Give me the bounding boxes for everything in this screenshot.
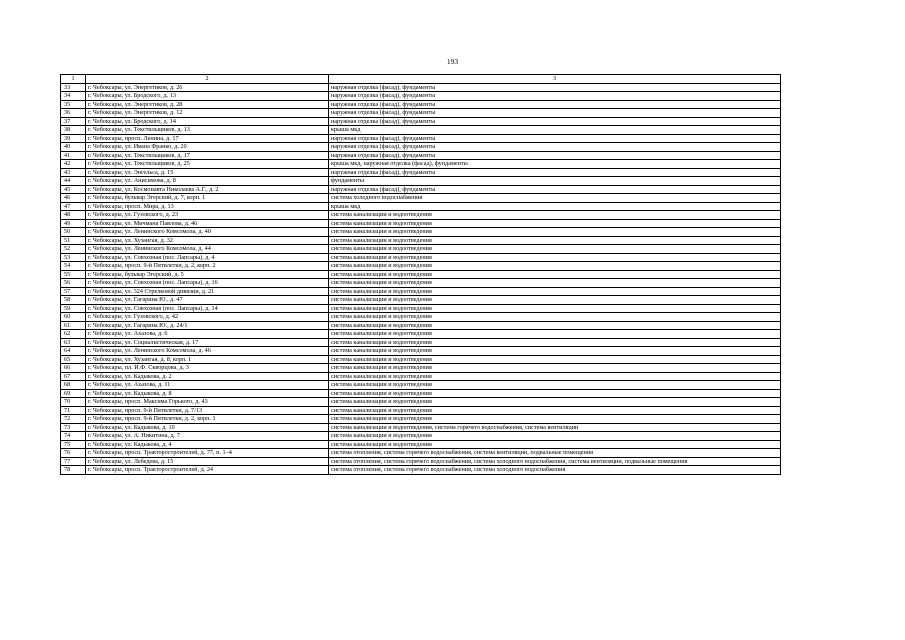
- table-row: [61, 236, 781, 245]
- row-address-cell: г. Чебоксары, ул. Энергетиков, д. 26: [86, 83, 329, 92]
- row-number-cell: 69: [61, 389, 86, 398]
- row-works-cell: система канализации и водоотведения: [329, 270, 781, 279]
- row-works-cell: система канализации и водоотведения: [329, 245, 781, 254]
- row-works-cell: система канализации и водоотведения: [329, 219, 781, 228]
- page-number: 193: [446, 57, 459, 66]
- row-number-cell: 74: [61, 432, 86, 441]
- table-row: [61, 177, 781, 186]
- row-number-cell: 48: [61, 211, 86, 220]
- row-number-cell: 77: [61, 457, 86, 466]
- table-row: [61, 194, 781, 203]
- row-number-cell: 61: [61, 321, 86, 330]
- row-works-cell: наружная отделка (фасад), фундаменты: [329, 109, 781, 118]
- row-number-cell: 33: [61, 83, 86, 92]
- row-number-cell: 38: [61, 126, 86, 135]
- row-address-cell: г. Чебоксары, ул. Текстильщиков, д. 25: [86, 160, 329, 169]
- row-number-cell: 71: [61, 406, 86, 415]
- row-number-cell: 42: [61, 160, 86, 169]
- table-row: [61, 364, 781, 373]
- row-number-cell: 75: [61, 440, 86, 449]
- row-address-cell: г. Чебоксары, ул. Гагарина Ю., д. 47: [86, 296, 329, 305]
- table-row: [61, 92, 781, 101]
- row-number-cell: 44: [61, 177, 86, 186]
- row-number-cell: 66: [61, 364, 86, 373]
- table-row: [61, 398, 781, 407]
- table-row: [61, 304, 781, 313]
- row-number-cell: 37: [61, 117, 86, 126]
- row-works-cell: система холодного водоснабжения: [329, 194, 781, 203]
- row-address-cell: г. Чебоксары, ул. Лебедева, д. 15: [86, 457, 329, 466]
- row-number-cell: 34: [61, 92, 86, 101]
- row-address-cell: г. Чебоксары, ул. Анисимова, д. 8: [86, 177, 329, 186]
- row-address-cell: г. Чебоксары, ул. Бродского, д. 14: [86, 117, 329, 126]
- row-number-cell: 70: [61, 398, 86, 407]
- table-row: [61, 100, 781, 109]
- table-row: [61, 338, 781, 347]
- row-address-cell: г. Чебоксары, ул. Кадыкова, д. 4: [86, 440, 329, 449]
- row-works-cell: наружная отделка (фасад), фундаменты: [329, 143, 781, 152]
- table-row: [61, 355, 781, 364]
- row-address-cell: г. Чебоксары, ул. Хузангая, д. 32: [86, 236, 329, 245]
- table-row: [61, 406, 781, 415]
- row-address-cell: г. Чебоксары, ул. Ленинского Комсомола, д. 46: [86, 347, 329, 356]
- row-works-cell: наружная отделка (фасад), фундаменты: [329, 168, 781, 177]
- row-works-cell: система канализации и водоотведения: [329, 440, 781, 449]
- row-address-cell: г. Чебоксары, ул. Ивана Франко, д. 20: [86, 143, 329, 152]
- table-row: [61, 449, 781, 458]
- row-works-cell: система канализации и водоотведения: [329, 253, 781, 262]
- row-works-cell: наружная отделка (фасад), фундаменты: [329, 117, 781, 126]
- table-row: [61, 262, 781, 271]
- row-works-cell: система канализации и водоотведения, система горячего водоснабжения, система вентиляции: [329, 423, 781, 432]
- register-table: [60, 74, 781, 475]
- row-address-cell: г. Чебоксары, просп. Тракторостроителей, д. 77, п. 1–4: [86, 449, 329, 458]
- row-number-cell: 58: [61, 296, 86, 305]
- row-number-cell: 40: [61, 143, 86, 152]
- table-row: [61, 134, 781, 143]
- table-row: [61, 109, 781, 118]
- row-number-cell: 43: [61, 168, 86, 177]
- table-row: [61, 168, 781, 177]
- row-address-cell: г. Чебоксары, ул. Кадыкова, д. 2: [86, 372, 329, 381]
- row-works-cell: система канализации и водоотведения: [329, 296, 781, 305]
- row-works-cell: система канализации и водоотведения: [329, 287, 781, 296]
- table-row: [61, 389, 781, 398]
- row-works-cell: система канализации и водоотведения: [329, 372, 781, 381]
- row-address-cell: г. Чебоксары, ул. Текстильщиков, д. 13: [86, 126, 329, 135]
- table-row: [61, 253, 781, 262]
- row-works-cell: фундаменты: [329, 177, 781, 186]
- row-works-cell: система отопления, система горячего водоснабжения, система холодного водоснабжения, система вентиляции, подвальные помещения: [329, 457, 781, 466]
- table-row: [61, 466, 781, 475]
- row-address-cell: г. Чебоксары, ул. Ахазова, д. 6: [86, 330, 329, 339]
- row-address-cell: г. Чебоксары, ул. Гагарина Ю., д. 24/1: [86, 321, 329, 330]
- row-number-cell: 64: [61, 347, 86, 356]
- table-row: [61, 330, 781, 339]
- row-works-cell: система канализации и водоотведения: [329, 347, 781, 356]
- row-address-cell: г. Чебоксары, ул. Ленинского Комсомола, д. 44: [86, 245, 329, 254]
- row-address-cell: г. Чебоксары, бульвар Эгерский, д. 7, корп. 1: [86, 194, 329, 203]
- row-works-cell: система канализации и водоотведения: [329, 364, 781, 373]
- row-works-cell: система канализации и водоотведения: [329, 321, 781, 330]
- row-address-cell: г. Чебоксары, ул. Ахазова, д. 11: [86, 381, 329, 390]
- row-works-cell: наружная отделка (фасад), фундаменты: [329, 185, 781, 194]
- table-row: [61, 381, 781, 390]
- row-works-cell: система отопления, система горячего водоснабжения, система холодного водоснабжения: [329, 466, 781, 475]
- row-address-cell: г. Чебоксары, просп. 9-й Пятилетки, д. 2, корп. 2: [86, 262, 329, 271]
- row-works-cell: система канализации и водоотведения: [329, 398, 781, 407]
- row-address-cell: г. Чебоксары, ул. Текстильщиков, д. 17: [86, 151, 329, 160]
- table-row: [61, 440, 781, 449]
- row-works-cell: система канализации и водоотведения: [329, 338, 781, 347]
- table-row: [61, 270, 781, 279]
- row-number-cell: 72: [61, 415, 86, 424]
- row-address-cell: г. Чебоксары, ул. Бродского, д. 13: [86, 92, 329, 101]
- table-row: [61, 126, 781, 135]
- row-works-cell: система канализации и водоотведения: [329, 330, 781, 339]
- table-row: [61, 279, 781, 288]
- row-number-cell: 53: [61, 253, 86, 262]
- table-row: [61, 372, 781, 381]
- table-row: [61, 202, 781, 211]
- row-number-cell: 35: [61, 100, 86, 109]
- table-row: [61, 160, 781, 169]
- row-number-cell: 52: [61, 245, 86, 254]
- table-header-row: [61, 75, 781, 84]
- row-works-cell: система канализации и водоотведения: [329, 211, 781, 220]
- header-cell-address: 2: [86, 75, 329, 84]
- row-works-cell: система канализации и водоотведения: [329, 279, 781, 288]
- row-address-cell: г. Чебоксары, просп. Ленина, д. 17: [86, 134, 329, 143]
- row-works-cell: наружная отделка (фасад), фундаменты: [329, 151, 781, 160]
- row-address-cell: г. Чебоксары, просп. 9-й Пятилетки, д. 2, корп. 1: [86, 415, 329, 424]
- row-address-cell: г. Чебоксары, ул. Совхозная (пос. Лапсары), д. 14: [86, 304, 329, 313]
- row-works-cell: наружная отделка (фасад), фундаменты: [329, 83, 781, 92]
- row-address-cell: г. Чебоксары, ул. 324 Стрелковой дивизии, д. 21: [86, 287, 329, 296]
- row-address-cell: г. Чебоксары, ул. Энгельса, д. 15: [86, 168, 329, 177]
- row-number-cell: 55: [61, 270, 86, 279]
- row-number-cell: 47: [61, 202, 86, 211]
- row-number-cell: 76: [61, 449, 86, 458]
- table-row: [61, 321, 781, 330]
- row-address-cell: г. Чебоксары, ул. Совхозная (пос. Лапсары), д. 16: [86, 279, 329, 288]
- table-row: [61, 143, 781, 152]
- row-works-cell: крыша мкд, наружная отделка (фасад), фундаменты: [329, 160, 781, 169]
- row-address-cell: г. Чебоксары, бульвар Эгерский, д. 5: [86, 270, 329, 279]
- row-works-cell: система канализации и водоотведения: [329, 406, 781, 415]
- row-number-cell: 67: [61, 372, 86, 381]
- row-address-cell: г. Чебоксары, ул. Мичмана Павлова, д. 46: [86, 219, 329, 228]
- row-number-cell: 78: [61, 466, 86, 475]
- row-number-cell: 36: [61, 109, 86, 118]
- row-address-cell: г. Чебоксары, ул. Ленинского Комсомола, д. 40: [86, 228, 329, 237]
- row-works-cell: система канализации и водоотведения: [329, 236, 781, 245]
- row-number-cell: 62: [61, 330, 86, 339]
- table-row: [61, 83, 781, 92]
- row-address-cell: г. Чебоксары, ул. Социалистическая, д. 17: [86, 338, 329, 347]
- row-address-cell: г. Чебоксары, ул. Энергетиков, д. 28: [86, 100, 329, 109]
- row-address-cell: г. Чебоксары, просп. Мира, д. 13: [86, 202, 329, 211]
- table-row: [61, 228, 781, 237]
- row-number-cell: 50: [61, 228, 86, 237]
- row-address-cell: г. Чебоксары, ул. Хузангая, д. 8, корп. 1: [86, 355, 329, 364]
- row-works-cell: система канализации и водоотведения: [329, 389, 781, 398]
- row-works-cell: наружная отделка (фасад), фундаменты: [329, 100, 781, 109]
- table-row: [61, 423, 781, 432]
- row-works-cell: крыша мкд: [329, 126, 781, 135]
- table-row: [61, 151, 781, 160]
- table-row: [61, 287, 781, 296]
- row-number-cell: 54: [61, 262, 86, 271]
- row-works-cell: наружная отделка (фасад), фундаменты: [329, 92, 781, 101]
- table-row: [61, 117, 781, 126]
- row-address-cell: г. Чебоксары, ул. Гузовского, д. 23: [86, 211, 329, 220]
- row-address-cell: г. Чебоксары, ул. А. Никитина, д. 7: [86, 432, 329, 441]
- row-works-cell: наружная отделка (фасад), фундаменты: [329, 134, 781, 143]
- table-row: [61, 432, 781, 441]
- row-number-cell: 41: [61, 151, 86, 160]
- row-address-cell: г. Чебоксары, ул. Космонавта Николаева А.Г., д. 2: [86, 185, 329, 194]
- row-number-cell: 46: [61, 194, 86, 203]
- row-address-cell: г. Чебоксары, просп. Тракторостроителей, д. 24: [86, 466, 329, 475]
- row-number-cell: 51: [61, 236, 86, 245]
- row-works-cell: система канализации и водоотведения: [329, 262, 781, 271]
- row-address-cell: г. Чебоксары, просп. Максима Горького, д. 43: [86, 398, 329, 407]
- table-row: [61, 211, 781, 220]
- row-number-cell: 65: [61, 355, 86, 364]
- row-address-cell: г. Чебоксары, пл. И.Ф. Скворцова, д. 3: [86, 364, 329, 373]
- row-address-cell: г. Чебоксары, просп. 9-й Пятилетки, д. 7/13: [86, 406, 329, 415]
- row-address-cell: г. Чебоксары, ул. Энергетиков, д. 12: [86, 109, 329, 118]
- row-works-cell: система канализации и водоотведения: [329, 355, 781, 364]
- table-row: [61, 245, 781, 254]
- row-number-cell: 56: [61, 279, 86, 288]
- row-address-cell: г. Чебоксары, ул. Гузовского, д. 42: [86, 313, 329, 322]
- row-number-cell: 60: [61, 313, 86, 322]
- table-row: [61, 457, 781, 466]
- row-works-cell: система канализации и водоотведения: [329, 304, 781, 313]
- row-address-cell: г. Чебоксары, ул. Кадыкова, д. 10: [86, 423, 329, 432]
- row-works-cell: система канализации и водоотведения: [329, 313, 781, 322]
- table-row: [61, 347, 781, 356]
- row-works-cell: система канализации и водоотведения: [329, 381, 781, 390]
- row-works-cell: крыша мкд: [329, 202, 781, 211]
- row-number-cell: 57: [61, 287, 86, 296]
- row-number-cell: 49: [61, 219, 86, 228]
- table-row: [61, 313, 781, 322]
- header-cell-number: 1: [61, 75, 86, 84]
- header-cell-works: 3: [329, 75, 781, 84]
- row-number-cell: 63: [61, 338, 86, 347]
- table-row: [61, 219, 781, 228]
- row-address-cell: г. Чебоксары, ул. Кадыкова, д. 8: [86, 389, 329, 398]
- row-number-cell: 39: [61, 134, 86, 143]
- row-works-cell: система канализации и водоотведения: [329, 432, 781, 441]
- table-row: [61, 415, 781, 424]
- row-number-cell: 68: [61, 381, 86, 390]
- table-row: [61, 296, 781, 305]
- row-works-cell: система канализации и водоотведения: [329, 228, 781, 237]
- row-works-cell: система канализации и водоотведения: [329, 415, 781, 424]
- table-row: [61, 185, 781, 194]
- row-number-cell: 59: [61, 304, 86, 313]
- row-address-cell: г. Чебоксары, ул. Совхозная (пос. Лапсары), д. 4: [86, 253, 329, 262]
- row-works-cell: система отопления, система горячего водоснабжения, система вентиляции, подвальные помещения: [329, 449, 781, 458]
- row-number-cell: 73: [61, 423, 86, 432]
- table-body: [61, 75, 781, 475]
- row-number-cell: 45: [61, 185, 86, 194]
